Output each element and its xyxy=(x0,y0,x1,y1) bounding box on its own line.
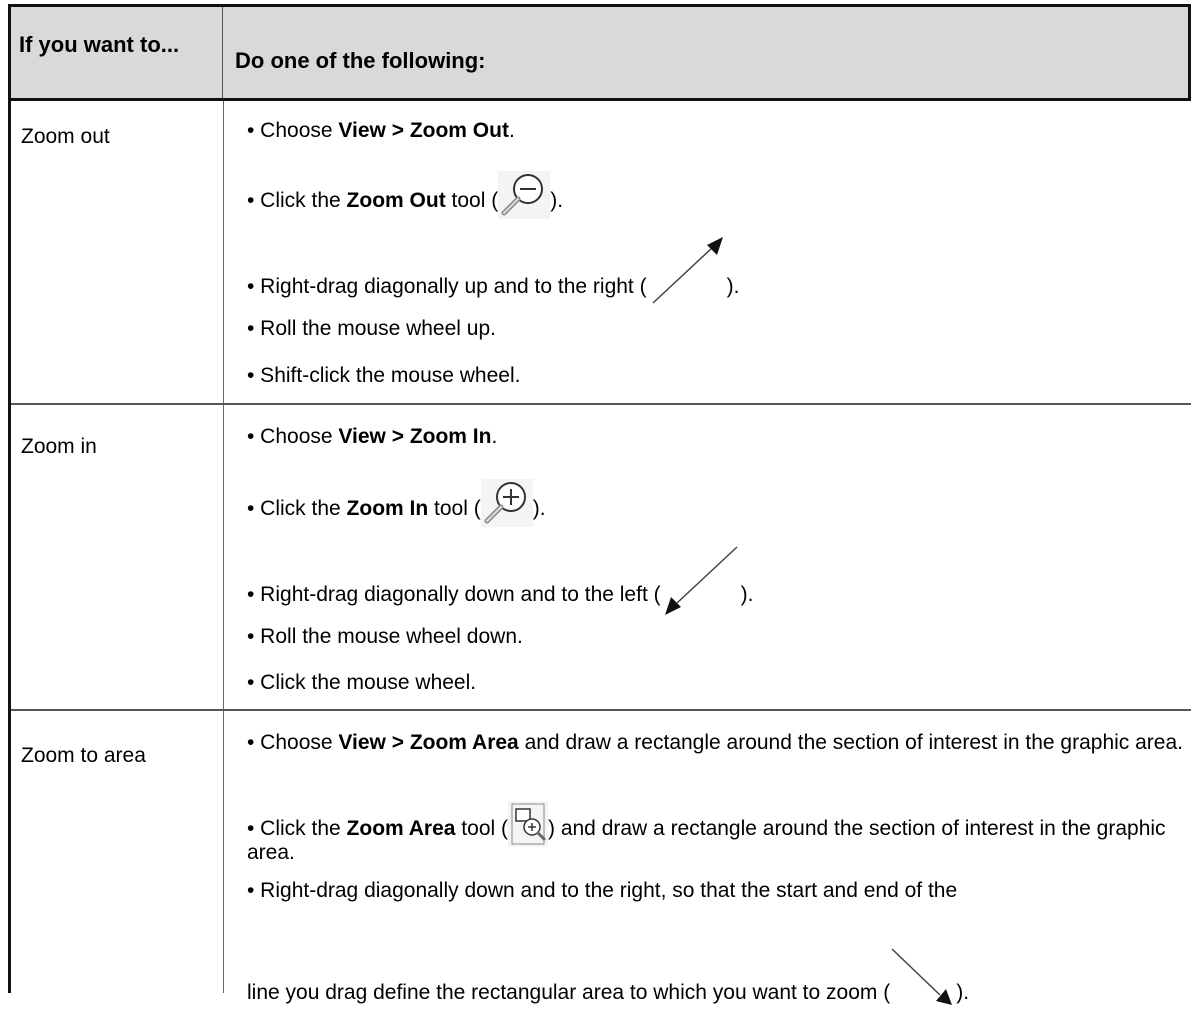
step-zoom-in-drag: • Right-drag diagonally down and to the left ( ). xyxy=(247,535,753,607)
arrow-down-left-icon xyxy=(661,545,741,617)
header-do-one-of-following: Do one of the following: xyxy=(235,48,486,73)
step-zoom-in-click: • Click the mouse wheel. xyxy=(247,671,477,694)
row-divider-1 xyxy=(11,403,1191,405)
row-divider-2 xyxy=(11,709,1191,711)
zoom-in-magnifier-icon xyxy=(481,479,533,527)
step-zoom-out-wheel: • Roll the mouse wheel up. xyxy=(247,317,496,340)
step-zoom-in-wheel: • Roll the mouse wheel down. xyxy=(247,625,523,648)
step-zoom-in-tool: • Click the Zoom In tool ( ). xyxy=(247,473,546,521)
arrow-down-right-icon xyxy=(890,947,956,1009)
task-zoom-out: Zoom out xyxy=(21,125,110,148)
arrow-up-right-icon xyxy=(647,237,727,309)
step-zoom-area-drag-line2: line you drag define the rectangular area to which you want to zoom ( ). xyxy=(247,943,969,1005)
zoom-out-magnifier-icon xyxy=(498,171,550,219)
step-zoom-area-menu: • Choose View > Zoom Area and draw a rectangle around the section of interest in the graphic area. xyxy=(247,731,1183,754)
step-zoom-out-shift-click: • Shift-click the mouse wheel. xyxy=(247,364,521,387)
step-zoom-in-menu: • Choose View > Zoom In. xyxy=(247,425,498,448)
step-zoom-out-menu: • Choose View > Zoom Out. xyxy=(247,119,515,142)
task-zoom-in: Zoom in xyxy=(21,435,97,458)
column-divider xyxy=(223,101,224,993)
zoom-instructions-table xyxy=(8,4,1191,1004)
step-zoom-area-tool: • Click the Zoom Area tool ( ) and draw a rectangle around the section of interest in the graphic area. xyxy=(247,795,1187,865)
step-zoom-out-drag: • Right-drag diagonally up and to the right ( ). xyxy=(247,227,739,299)
header-if-you-want-to: If you want to... xyxy=(11,7,223,98)
task-zoom-to-area: Zoom to area xyxy=(21,744,146,767)
step-zoom-out-tool: • Click the Zoom Out tool ( ). xyxy=(247,165,563,213)
table-header-row xyxy=(11,7,1191,101)
zoom-area-icon xyxy=(508,801,548,847)
step-zoom-area-drag-line1: • Right-drag diagonally down and to the right, so that the start and end of the xyxy=(247,879,958,902)
